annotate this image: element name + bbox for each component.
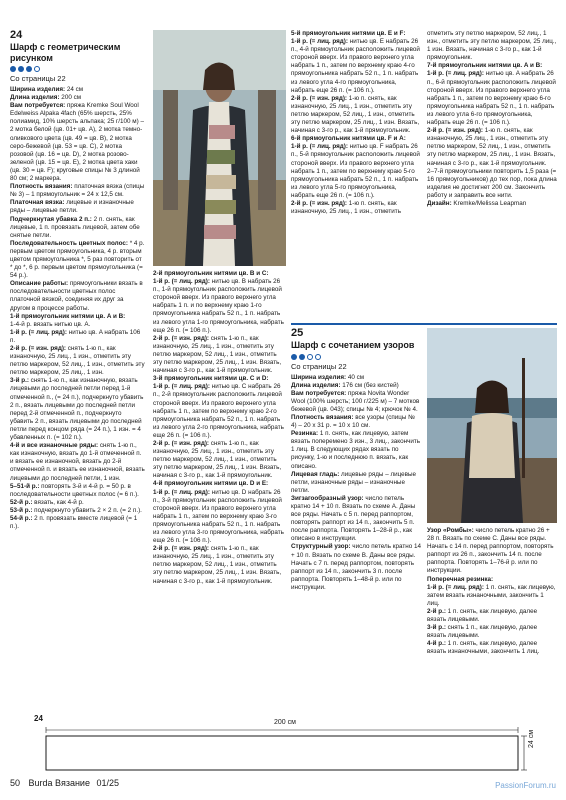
paragraph <box>427 30 557 62</box>
article-24-text-col3 <box>291 30 421 216</box>
paragraph-text: отметить эту петлю маркером, 52 лиц., 1 изн., отметить эту петлю маркером, 25 лиц., 1 изн. Вязать, начиная с 3-го р., как 1-й прямоугольник. <box>427 30 557 62</box>
paragraph-label: Вам потребуется: <box>10 102 66 110</box>
difficulty-dot-filled <box>299 354 305 360</box>
paragraph <box>10 377 145 442</box>
paragraph-text: 1-ю п. снять, как изнаночную, 25 лиц., 1 изн., отметить эту петлю маркером, 52 лиц., 1 изн., отметить эту петлю маркером, 25 лиц., 1 изн. Вязать, начиная с 3-го р., как 1-й прямоугольник. <box>291 94 420 135</box>
paragraph-label: 4-й и все изнаночные ряды: <box>10 442 99 450</box>
paragraph <box>291 30 421 38</box>
article-25-text-col4 <box>427 527 557 657</box>
paragraph <box>153 270 286 278</box>
paragraph-text: 200 см <box>59 94 82 102</box>
from-page-25: Со страницы 22 <box>291 361 347 371</box>
paragraph-label: 2-й р. (= изн. ряд): <box>291 199 348 207</box>
paragraph-text: 1 п. снять, как лицевую, затем вязать изнаночными, закончить 1 лиц. <box>427 583 556 607</box>
paragraph <box>153 489 286 546</box>
article-25-model-image <box>427 328 557 523</box>
paragraph <box>427 624 557 640</box>
magazine-issue: 01/25 <box>96 778 120 788</box>
paragraph-text: снять 1-ю п., как изнаночную, 25 лиц., 1 изн., отметить эту петлю маркером, 52 лиц., 1 изн., отметить эту петлю маркером, 25 лиц., 1 изн. <box>10 345 145 377</box>
paragraph-label: 5–51-й р.: <box>10 482 40 490</box>
article-25-photo <box>427 328 557 523</box>
paragraph <box>10 94 145 102</box>
paragraph-label: 1-й р. (= лиц. ряд): <box>291 143 348 151</box>
paragraph-label: 53-й р.: <box>10 506 33 514</box>
paragraph-text: снять 1-ю п., как изнаночную, 25 лиц., 1 изн., отметить эту петлю маркером, 52 лиц., 1 изн., отметить эту петлю маркером, 25 лиц., 1 изн. Вязать, начиная с 3-го р., как 1-й прямоугольник. <box>153 439 282 480</box>
paragraph <box>10 86 145 94</box>
scarf-model-image <box>153 30 286 266</box>
page-number: 50 <box>10 778 21 788</box>
paragraph-text: 1 п. снять, как лицевую, затем вязать поперемено 3 изн., 3 лиц., закончить 1 лиц. В следующих рядах вязать по рисунку, 1-ю и последнюю п. вязать, как описано. <box>291 430 421 470</box>
paragraph-label: Плотность вязания: <box>291 413 354 421</box>
paragraph-text: прямоугольники вязать в последовательности цветных полос платочной вязкой, соединяя их друг за другом в процессе работы. <box>10 280 143 312</box>
paragraph-text: 1-ю п. снять, как изнаночную, 25 лиц., 1 изн., отметить <box>291 199 401 216</box>
paragraph-label: 1-й р. (= лиц. ряд): <box>291 38 348 46</box>
paragraph-label: Последовательность цветных полос: <box>10 239 128 247</box>
paragraph-label: Подчеркнутая убавка 2 п.: <box>10 215 92 223</box>
paragraph <box>427 527 557 576</box>
article-24-text-col2 <box>153 270 286 586</box>
paragraph-label: Ширина изделия: <box>291 373 347 381</box>
paragraph-text: число петель кратно 26 + 28 п. Вязать по схеме C. Даны все ряды. Начать с 14 п. перед раппортом, повторять раппорт из 26 п., закончить 14 п. после раппорта. Повторять 1–76-й р. или по инструкции. <box>427 527 554 575</box>
paragraph <box>427 584 557 608</box>
paragraph-label: Резинка: <box>291 430 319 438</box>
magazine-name: Burda Вязание <box>28 778 90 788</box>
paragraph-label: Вам потребуется: <box>291 389 347 397</box>
paragraph-label: 1-й р. (= лиц. ряд): <box>427 583 484 591</box>
paragraph <box>291 390 421 414</box>
paragraph <box>10 507 145 515</box>
paragraph-text: нитью цв. B набрать 26 п., 1-й прямоугольник расположить лицевой стороной вверх. Из правого верхнего угла набрать 1 п. и по верхнему краю 1-го прямоугольника набрать 52 п., 1 п. набрать из левого угла 1-го прямоугольника, набрать еще 26 п. (= 106 п.). <box>153 278 284 334</box>
paragraph-text: все узоры (спицы № 4) – 20 x 31 р. = 10 x 10 см. <box>291 413 415 430</box>
paragraph-text: платочная вязка (спицы № 3) – 1 прямоугольник = 24 x 12,5 см. <box>10 183 145 199</box>
paragraph-text: снять 1-ю п., как изнаночную, вязать лицевыми до последней петли перед 1-й отмеченной п., (= 24 п.), подчеркнуто убавить 2 п., вязать лицевыми до последней петли перед 2-й отмеченной п., подчеркнуто убавить 2 п., вязать лицевыми до последней петли перед концом ряда (= 24 п.), 1 изн. = 4 убавленных п. (= 102 п.). <box>10 377 144 442</box>
paragraph-text: 1-ю п. снять, как изнаночную, 25 лиц., 1 изн., отметить эту петлю маркером, 52 лиц., 1 изн., отметить эту петлю маркером, 25 лиц., 1 изн. Вязать, начиная с 3-го р., как 1-й прямоугольник. <box>427 127 556 167</box>
difficulty-dot-empty <box>34 66 40 72</box>
paragraph-label: 1-й р. (= лиц. ряд): <box>153 383 210 391</box>
paragraph-text: 176 см (без кистей) <box>340 381 399 389</box>
article-24-col3 <box>291 30 421 318</box>
schematic-width-label: 24 <box>34 714 43 723</box>
page-footer <box>10 778 119 788</box>
paragraph-text: Kremke/Melissa Leapman <box>451 199 527 207</box>
paragraph-text: снять 1-ю п., как изнаночную, 25 лиц., 1 изн., отметить эту петлю маркером, 52 лиц., 1 изн., отметить эту петлю маркером, 25 лиц., 1 изн. Вязать, начиная с 3-го р., как 1-й прямоугольник. <box>153 334 282 375</box>
paragraph-label: Структурный узор: <box>291 543 351 551</box>
paragraph-text: нитью цв. D набрать 26 п., 3-й прямоугольник расположить лицевой стороной вверх. Из правого верхнего угла набрать 1 п., затем по верхнему краю 3-го прямоугольника набрать 52 п., 1 п. набрать из левого угла 3-го прямоугольника, набрать еще 26 п. (= 106 п.). <box>153 488 284 545</box>
paragraph-label: 4-й р.: <box>427 640 446 648</box>
paragraph-label: Поперечная резинка: <box>427 575 494 583</box>
article-25-col3 <box>291 328 421 710</box>
paragraph-text: нитью цв. A набрать 26 п., 6-й прямоугольник расположить лицевой стороной вверх. Из правого верхнего угла набрать 1 п., затем по верхнему краю 6-го прямоугольника набрать 52 п., 1 п. набрать из левого угла 6-го прямоугольника, набрать еще 26 п. (= 106 п.). <box>427 70 556 127</box>
paragraph-text: лицевые ряды – лицевые петли, изнаночные ряды – изнаночные петли. <box>291 470 417 494</box>
paragraph-label: 5-й прямоугольник нитями цв. E и F: <box>291 30 406 37</box>
paragraph-text: 2 п. снять, как лицевые, 1 п. провязать лицевой, затем обе снятые петли. <box>10 215 140 239</box>
difficulty-dot-filled <box>291 354 297 360</box>
paragraph <box>10 280 145 312</box>
paragraph <box>291 495 421 544</box>
paragraph-label: 3-й р.: <box>427 624 446 632</box>
paragraph-label: 2-й прямоугольник нитями цв. B и C: <box>153 270 269 277</box>
paragraph-text: 1-4-й р. вязать нитью цв. A. <box>10 320 91 328</box>
paragraph <box>153 383 286 440</box>
paragraph-text: лицевые и изнаночные ряды – лицевые петли. <box>10 199 134 215</box>
paragraph-label: 1-й р. (= лиц. ряд): <box>153 278 210 286</box>
paragraph-text: * 4 р. первым цветом прямоугольника, 4 р. вторым цветом прямоугольника *, 5 раз повторить от * до *, 6 р. первым цветом прямоугольника (= 54 р.). <box>10 239 145 280</box>
article-25-text-col3 <box>291 374 421 593</box>
paragraph-text: нитью цв. E набрать 26 п., 4-й прямоугольник расположить лицевой стороной вверх. Из правого верхнего угла набрать 1 п., затем по верхнему краю 4-го прямоугольника набрать 52 п., 1 п. набрать из левого угла 4-го прямоугольника, набрать еще 26 п. (= 106 п.). <box>291 38 420 94</box>
paragraph-text: снять 1-ю п., как изнаночную, 25 лиц., 1 изн., отметить эту петлю маркером, 52 лиц., 1 изн., отметить эту петлю маркером, 25 лиц., 1 изн. Вязать, начиная с 3-го р., как 1-й прямоугольник. <box>153 545 282 585</box>
paragraph <box>427 640 557 656</box>
paragraph <box>10 313 145 321</box>
paragraph <box>153 278 286 335</box>
paragraph-label: 2-й р. (= изн. ряд): <box>153 439 210 447</box>
paragraph-text: 2 п. провязать вместе лицевой (= 1 п.). <box>10 514 138 531</box>
paragraph-label: 7-й прямоугольник нитями цв. A и B: <box>427 62 543 70</box>
paragraph-label: Платочная вязка: <box>10 199 65 207</box>
paragraph-label: 54-й р.: <box>10 514 33 522</box>
paragraph-text: подчеркнуто убавить 2 × 2 п. (= 2 п.). <box>32 506 142 514</box>
paragraph-text: 40 см <box>346 373 365 381</box>
article-24-title: Шарф с геометрическим рисунком <box>10 42 121 63</box>
paragraph-text: повторять 3-й и 4-й р. = 50 р. в последовательности цветных полос (= 6 п.). <box>10 482 139 498</box>
article-24-text-col1 <box>10 86 145 531</box>
paragraph <box>10 102 145 183</box>
paragraph-label: 2-й р. (= изн. ряд): <box>153 334 210 342</box>
paragraph <box>10 499 145 507</box>
article-25-number: 25 <box>291 328 304 339</box>
paragraph <box>291 543 421 592</box>
paragraph-text: число петель кратно 14 + 10 п. Вязать по схеме B. Даны все ряды. Начать с 7 п. перед раппортом, повторять раппорт из 14 п., закончить 3 п. после раппорта. Повторять 1–48-й р. или по инструкции. <box>291 543 421 591</box>
paragraph-text: число петель кратно 14 + 10 п. Вязать по схеме A. Даны все ряды. Начать с 5 п. перед раппортом, повторять раппорт из 14 п., закончить 5 п. после раппорта. Повторять 1–28-й р., как описано в инструкции. <box>291 494 416 543</box>
paragraph-label: Дизайн: <box>427 199 452 207</box>
paragraph-label: Длина изделия: <box>291 381 341 389</box>
paragraph <box>10 483 145 499</box>
paragraph-text: 2–7-й прямоугольники повторить 1,5 раза (= 16 прямоугольников) до тех пор, пока длина изделия не достигнет 200 см. Закончить работу и заправить все нити. <box>427 167 557 199</box>
paragraph <box>427 576 557 584</box>
paragraph-label: 1-й прямоугольник нитями цв. A и B: <box>10 312 126 320</box>
from-page-24: Со страницы 22 <box>10 74 66 83</box>
paragraph-label: 2-й р. (= изн. ряд): <box>153 545 210 553</box>
paragraph-text: 1 п. снять, как лицевую, далее вязать изнаночными, закончить 1 лиц. <box>427 640 540 656</box>
paragraph <box>10 345 145 377</box>
paragraph <box>427 200 557 208</box>
difficulty-dots-25 <box>291 354 421 360</box>
difficulty-dot-filled <box>26 66 32 72</box>
paragraph-text: снять 1 п., как лицевую, далее вязать лицевыми. <box>427 624 538 640</box>
difficulty-dot-empty <box>315 354 321 360</box>
paragraph-label: Ширина изделия: <box>10 86 66 93</box>
paragraph-label: 2-й р.: <box>427 607 446 615</box>
paragraph-label: 2-й р. (= изн. ряд): <box>291 94 348 102</box>
paragraph <box>10 216 145 240</box>
paragraph <box>291 374 421 382</box>
paragraph-text: пряжа Kremke Soul Wool Edelweiss Alpaka 4fach (65% шерсть, 25% полиамид, 10% шерсть альпака; 25 г/100 м) – 2 мотка белой (цв. 01+ цв. A), 2 мотка темно-оливкового цвета (цв. 49 = цв. B), 2 мотка серо-бежевой (цв. 53 = цв. C), 2 мотка розовой (цв. 16 = цв. D), 2 мотка розово-зеленой (цв. 15 = цв. E), 2 мотка цвета хаки (цв. 30 = цв. F); круговые спицы № 3 длиной 80 см; 2 маркера. <box>10 102 144 183</box>
paragraph <box>10 329 145 345</box>
article-25-separator <box>291 323 557 325</box>
paragraph-label: 2-й р. (= изн. ряд): <box>427 127 484 135</box>
paragraph-label: Узор «Ромбы»: <box>427 527 474 534</box>
paragraph <box>291 95 421 135</box>
article-24-text-col4 <box>427 30 557 208</box>
paragraph <box>291 430 421 470</box>
paragraph-label: Лицевая гладь: <box>291 470 340 478</box>
paragraph <box>291 471 421 495</box>
paragraph <box>10 240 145 280</box>
paragraph-label: Длина изделия: <box>10 94 60 102</box>
difficulty-dot-empty <box>307 354 313 360</box>
paragraph <box>10 442 145 482</box>
paragraph <box>153 440 286 480</box>
paragraph-text: снять 1-ю п., как изнаночную, вязать до 1-й отмеченной п. и вязать ее изнаночной, вязать до 2-й отмеченной п. и вязать ее изнаночной, вязать лицевыми до последней петли, 1 изн. <box>10 442 145 482</box>
paragraph-label: 3-й р.: <box>10 377 29 385</box>
difficulty-dots-24 <box>10 66 145 72</box>
paragraph <box>10 199 145 215</box>
paragraph-text: 1 п. снять, как лицевую, далее вязать лицевыми. <box>427 607 538 624</box>
paragraph-label: Описание работы: <box>10 280 69 288</box>
article-24-col2 <box>153 270 286 710</box>
paragraph <box>291 382 421 390</box>
difficulty-dot-filled <box>18 66 24 72</box>
article-24-col4 <box>427 30 557 320</box>
paragraph-text: пряжа Novita Wonder Wool (100% шерсть; 100 г/225 м) – 7 мотков бежевой (цв. 043); спицы № 4; крючок № 4. <box>291 389 420 413</box>
paragraph <box>153 545 286 585</box>
paragraph <box>427 608 557 624</box>
paragraph <box>153 335 286 375</box>
schematic-height-label: 24 см <box>528 729 535 748</box>
paragraph-label: 1-й р. (= лиц. ряд): <box>153 488 210 496</box>
article-24-col1 <box>10 30 145 710</box>
paragraph-text: 24 см <box>65 86 84 93</box>
article-25-col4 <box>427 527 557 710</box>
paragraph-label: Плотность вязания: <box>10 183 73 191</box>
scarf-photo <box>153 30 286 266</box>
article-25-title: Шарф с сочетанием узоров <box>291 340 415 350</box>
paragraph-label: 1-й р. (= лиц. ряд): <box>10 328 67 336</box>
difficulty-dot-filled <box>10 66 16 72</box>
paragraph <box>10 321 145 329</box>
paragraph-label: 2-й р. (= изн. ряд): <box>10 345 67 352</box>
article-24-number: 24 <box>10 30 23 41</box>
paragraph-label: 4-й прямоугольник нитями цв. D и E: <box>153 480 269 488</box>
scarf-schematic <box>10 714 557 774</box>
paragraph <box>427 168 557 200</box>
paragraph-label: 1-й р. (= лиц. ряд): <box>427 70 484 78</box>
paragraph-text: нитью цв. C набрать 26 п., 2-й прямоугольник расположить лицевой стороной вверх. Из правого верхнего угла набрать 1 п., затем по верхнему краю 2-го прямоугольника набрать 52 п., 1 п. набрать из левого угла 2-го прямоугольника, набрать еще 26 п. (= 106 п.). <box>153 383 284 439</box>
paragraph <box>427 127 557 167</box>
paragraph <box>291 414 421 430</box>
paragraph-label: Зигзагообразный узор: <box>291 494 364 502</box>
paragraph-text: нитью цв. F набрать 26 п., 5-й прямоугольник расположить лицевой стороной вверх. Из правого верхнего угла набрать 1 п., затем по верхнему краю 5-го прямоугольника набрать 52 п., 1 п. набрать из левого угла 5-го прямоугольника, набрать еще 26 п. (= 106 п.). <box>291 143 420 199</box>
paragraph <box>10 515 145 531</box>
paragraph <box>10 183 145 199</box>
paragraph-label: 3-й прямоугольник нитями цв. C и D: <box>153 375 269 383</box>
watermark: PassionForum.ru <box>495 781 556 790</box>
paragraph <box>291 143 421 200</box>
paragraph <box>427 70 557 127</box>
paragraph-label: 52-й р.: <box>10 498 33 506</box>
paragraph <box>153 480 286 488</box>
schematic-length-label: 200 см <box>274 719 296 726</box>
paragraph <box>291 38 421 95</box>
paragraph-text: вязать, как 4-й р. <box>32 498 84 506</box>
paragraph-text: нитью цв. A набрать 106 п. <box>10 328 141 344</box>
paragraph <box>291 200 421 216</box>
paragraph-label: 6-й прямоугольник нитями цв. F и A: <box>291 135 406 143</box>
